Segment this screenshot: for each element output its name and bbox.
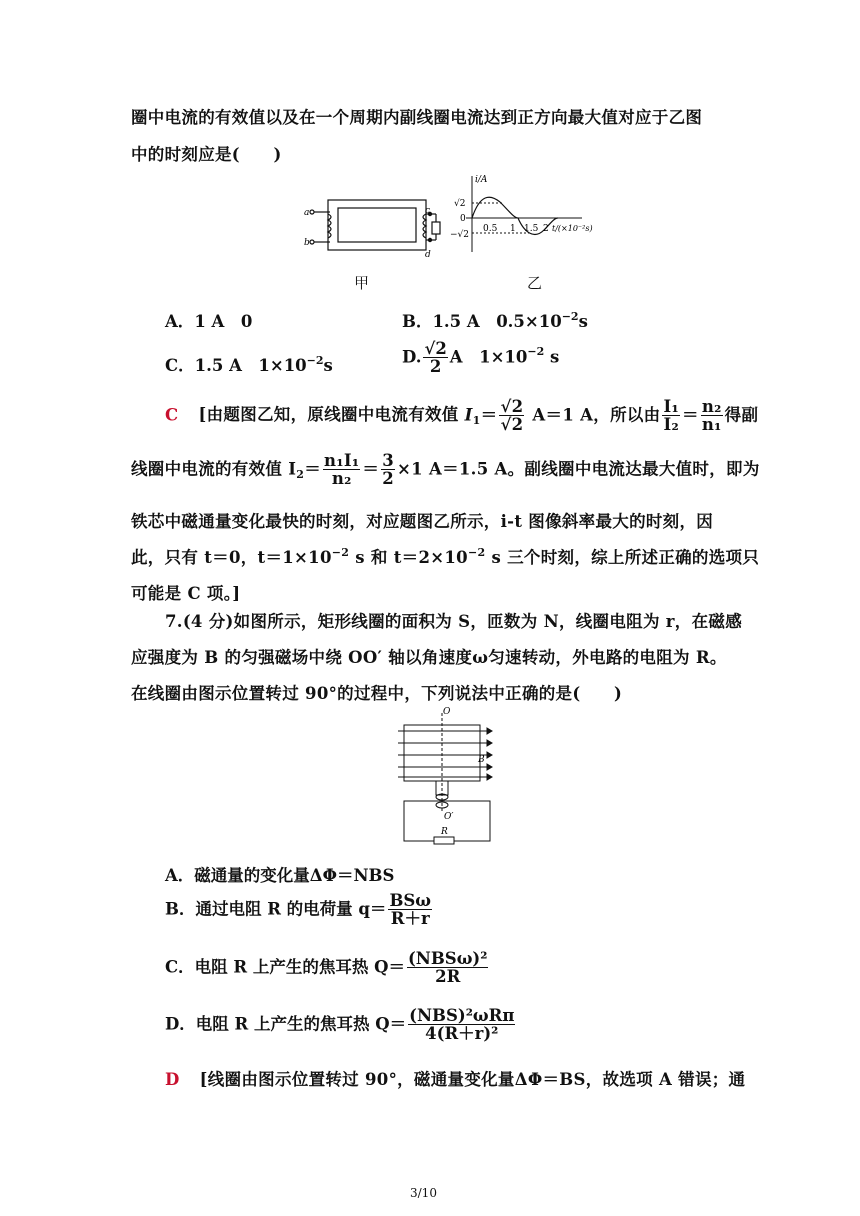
option-b-unit: s (578, 312, 588, 331)
x-axis-label: t/(×10⁻²s) (552, 224, 593, 233)
q7-option-d-numerator: (NBS)²ωRπ (409, 1006, 515, 1025)
q7-option-d-denominator: 4(R＋r)² (425, 1024, 499, 1044)
option-c-text: 1.5 A 1×10 (194, 356, 307, 375)
option-d-fraction (423, 340, 447, 376)
frac4-denominator: n₂ (331, 469, 352, 489)
q6-option-a (165, 308, 252, 332)
q6-answer-frac2 (662, 398, 680, 434)
frac1-denominator: √2 (500, 415, 524, 435)
q7-option-d (165, 1007, 517, 1043)
q6-answer-frac4 (323, 452, 360, 488)
frac3-denominator: n₁ (701, 415, 722, 435)
frac5-denominator: 2 (382, 469, 395, 489)
q6-figure (296, 170, 606, 265)
q6-answer-l4-exp2: −2 (467, 546, 486, 559)
y-tick-zero: 0 (460, 214, 466, 224)
option-d-unit: s (544, 347, 560, 367)
q7-option-c (165, 950, 490, 986)
q6-answer-line1 (165, 398, 758, 434)
option-a-text: 1 A 0 (194, 312, 253, 331)
q6-option-d (402, 340, 559, 376)
option-d-text: A 1×10 (449, 347, 528, 367)
q7-figure (392, 703, 502, 848)
option-d-numerator: √2 (424, 339, 447, 358)
field-b-label: B (478, 755, 485, 765)
q6-answer-i1-sub: 1 (472, 414, 481, 428)
q6-answer-line5: 可能是 C 项。] (131, 584, 241, 603)
q6-answer-l2a: 线圈中电流的有效值 I (131, 459, 297, 479)
q7-option-c-prefix: C．电阻 R 上产生的焦耳热 Q＝ (165, 957, 405, 977)
q6-answer-frac1 (499, 398, 524, 434)
option-b-letter: B． (402, 312, 433, 331)
q7-stem-line2: 应强度为 B 的匀强磁场中绕 OO′ 轴以角速度ω匀速转动，外电路的电阻为 R。 (131, 648, 727, 667)
resistor-r-label: R (441, 827, 448, 837)
y-tick-bottom: −√2 (450, 230, 470, 240)
q6-answer-l2-sub: 2 (296, 468, 305, 482)
figure-caption-jia: 甲 (354, 274, 370, 292)
frac5-numerator: 3 (382, 451, 395, 470)
q6-answer-l1a: [由题图乙知，原线圈中电流有效值 (198, 405, 465, 425)
q6-answer-l4b: s 和 t＝2×10 (349, 548, 468, 567)
option-d-denominator: 2 (429, 357, 442, 377)
q6-answer-l2-eq2: ＝ (362, 459, 380, 479)
x-tick-0-5: 0.5 (483, 224, 498, 234)
q7-option-c-fraction (407, 950, 489, 986)
option-b-text: 1.5 A 0.5×10 (432, 312, 562, 331)
current-graph (466, 176, 582, 252)
q6-option-c (165, 352, 333, 376)
q6-answer-eq2: ＝ (682, 405, 699, 425)
x-tick-1: 1 (510, 224, 516, 234)
terminal-c-label: c (425, 206, 431, 216)
q6-answer-i1: I (464, 405, 473, 425)
q7-option-d-prefix: D．电阻 R 上产生的焦耳热 Q＝ (165, 1014, 407, 1034)
q6-answer-line2 (131, 452, 760, 488)
q7-option-b-fraction (388, 892, 432, 928)
q7-stem-line3: 在线圈由图示位置转过 90°的过程中，下列说法中正确的是( ) (131, 684, 623, 703)
q6-answer-l4-exp1: −2 (331, 546, 350, 559)
q6-answer-line4 (131, 544, 759, 568)
option-d-exponent: −2 (527, 345, 545, 359)
q7-option-c-denominator: 2R (435, 967, 461, 987)
q6-answer-l4c: s 三个时刻，综上所述正确的选项只 (485, 548, 760, 567)
figure-caption-yi: 乙 (527, 274, 543, 292)
option-b-exponent: −2 (561, 310, 579, 323)
q6-answer-l2b: ×1 A＝1.5 A。副线圈中电流达最大值时，即为 (397, 459, 760, 479)
q6-answer-l2-eq: ＝ (304, 459, 322, 479)
axis-o-label: O (443, 707, 451, 717)
frac4-numerator: n₁I₁ (324, 451, 360, 470)
q7-option-b-denominator: R＋r (390, 909, 430, 929)
frac2-numerator: I₁ (663, 397, 680, 416)
terminal-b-label: b (304, 238, 310, 248)
transformer-diagram (310, 200, 440, 250)
y-tick-top: √2 (454, 199, 466, 209)
q6-option-b (402, 308, 588, 332)
frac2-denominator: I₂ (663, 415, 680, 435)
q7-answer-text: [线圈由图示位置转过 90°，磁通量变化量ΔΦ＝BS，故选项 A 错误；通 (199, 1070, 746, 1089)
option-c-unit: s (323, 356, 333, 375)
q6-answer-l4a: 此，只有 t＝0，t＝1×10 (131, 548, 332, 567)
q7-answer-line1 (165, 1066, 745, 1090)
option-a-letter: A． (165, 312, 195, 331)
frac3-numerator: n₂ (701, 397, 722, 416)
q7-option-b-numerator: BSω (389, 891, 432, 910)
terminal-d-label: d (425, 250, 431, 260)
page-number: 3/10 (410, 1186, 437, 1200)
y-axis-label: i/A (475, 175, 488, 185)
q6-stem-line1: 圈中电流的有效值以及在一个周期内副线圈电流达到正方向最大值对应于乙图 (131, 108, 703, 127)
option-c-letter: C． (165, 356, 195, 375)
q6-answer-eq1: ＝ (480, 405, 498, 425)
q6-answer-l1b: A＝1 A，所以由 (526, 405, 661, 425)
q6-answer-l1c: 得副 (724, 405, 759, 425)
axis-o-prime-label: O′ (444, 812, 454, 822)
x-tick-2: 2 (543, 224, 549, 234)
x-tick-1-5: 1.5 (524, 224, 539, 234)
q7-answer-letter: D (165, 1070, 180, 1089)
q6-answer-frac3 (701, 398, 723, 434)
q7-option-d-fraction (408, 1007, 515, 1043)
q7-option-b (165, 892, 434, 928)
option-c-exponent: −2 (306, 354, 324, 367)
option-d-letter: D. (402, 347, 422, 367)
terminal-a-label: a (304, 208, 310, 218)
q7-option-c-numerator: (NBSω)² (407, 949, 488, 968)
q6-answer-letter: C (165, 405, 179, 425)
q6-stem-line2: 中的时刻应是( ) (131, 145, 282, 164)
frac1-numerator: √2 (500, 397, 524, 416)
q7-option-b-prefix: B．通过电阻 R 的电荷量 q＝ (165, 899, 387, 919)
q7-stem-line1: 7.(4 分)如图所示，矩形线圈的面积为 S，匝数为 N，线圈电阻为 r，在磁感 (165, 612, 742, 631)
q6-answer-line3: 铁芯中磁通量变化最快的时刻，对应题图乙所示，i-t 图像斜率最大的时刻，因 (131, 512, 714, 531)
q6-answer-frac5 (381, 452, 395, 488)
q7-option-a: A．磁通量的变化量ΔΦ＝NBS (165, 866, 395, 885)
